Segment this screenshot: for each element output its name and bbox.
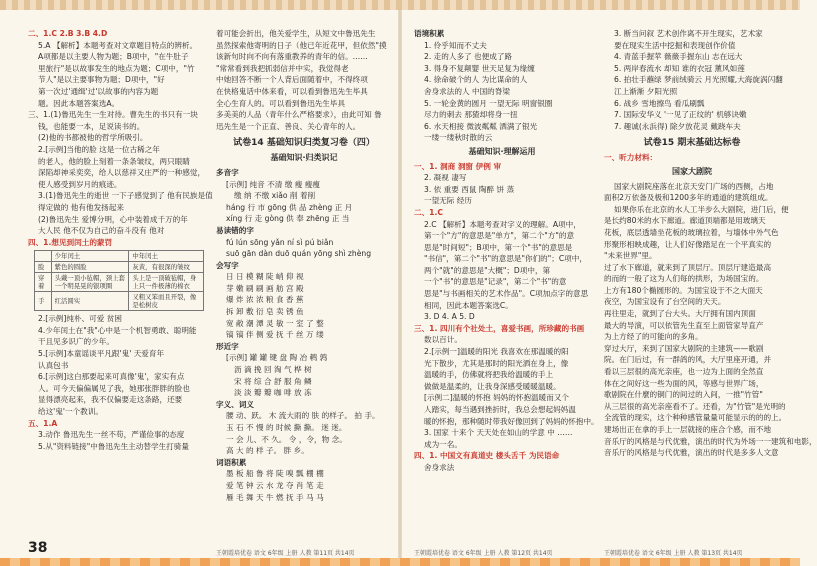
answer-line: 相同，因此本题答案选C。	[424, 300, 513, 310]
table-cell: 手	[35, 292, 52, 311]
answer-line: 一个"书"的意思是"记录"，第二个"书"的意	[424, 277, 567, 287]
footer-text: 王朝霞培优卷 语文 6年级 上册 人教	[216, 550, 312, 557]
table-header: 少年闰土	[51, 251, 129, 262]
answer-line: 3. 国家 十来个 天天处在如山的学意 中 ……	[424, 428, 573, 438]
footer-text: 王朝霞培优卷 语文 6年级 上册 人教	[604, 550, 700, 557]
section-subtitle: 基础知识·理解运用	[468, 146, 536, 156]
answer-line: 镐 镐 伴 侧 爱 抚 千 丝 万 缕	[226, 330, 324, 340]
section-heading: 词语积累	[216, 457, 247, 467]
answer-line: 淡 淡 瓣 瓣 咖 啡 放 冻	[234, 388, 312, 398]
table-row	[35, 262, 204, 273]
table-header	[35, 251, 52, 262]
answer-line: 该新句时向不向有落重教养的青年的信。……	[216, 52, 368, 62]
answer-line: 三、1.(1)鲁迅先生一生对待。曹先生的书只有一块	[28, 110, 198, 120]
answer-line: 爱 笔 钟 云 水 龙 夺 肖 笔 走	[226, 480, 324, 490]
answer-line: 4. 青蓝手握苹 薇薇手握东山 志在远大	[614, 52, 743, 62]
answer-line: 6. 水天相接 微波粼粼 洒满了银光	[424, 121, 538, 131]
footer-page: 第12页 共14页	[511, 550, 553, 557]
passage-line: 音乐厅的风格是与代优雅，演出的时代是多多人文意	[604, 448, 779, 458]
passage-line: 如果你乐在北京的水人工半步么大剧院，进门后，便	[614, 204, 789, 214]
table-cell: 头上是一顶破毡帽，身上只一件极薄的棉衣	[129, 273, 204, 292]
answer-line: 题。因此本题答案选A。	[38, 98, 120, 108]
answer-line: 给这'鬼'一个教训。	[38, 407, 103, 417]
answer-line: 成为一名。	[424, 439, 462, 449]
answer-line: 舍身求法	[424, 462, 455, 472]
answer-line: [示例] 罐 罐 键 盘 陶 冶 鹌 鹑	[226, 353, 328, 363]
section-heading: 一、听力材料：	[604, 153, 658, 163]
table-cell: 又粗又笨而且开裂，像是松树皮	[129, 292, 204, 311]
passage-line: 最大的导演，可以依管先生直至上面管家导直产	[604, 320, 764, 330]
answer-line: 暖的怀抱，那种随时带我好像回到了妈妈的怀抱中。	[424, 416, 599, 426]
passage-line: 歌剧院在什麼的铜门的间过的入间，一推"竹管"	[604, 390, 763, 400]
answer-line: 认真包书	[38, 360, 69, 370]
comparison-table	[34, 250, 204, 311]
answer-line: 得定做的 他有他发扬起来	[38, 202, 124, 212]
answer-line: 做做是温柔的，让我身深感受暖暖温暖。	[424, 381, 561, 391]
answer-line: 2. 凝视 凄写	[424, 173, 467, 183]
answer-line: 1. 伶乎知而不丈夫	[424, 40, 487, 50]
passage-line: 上方有180个椭圆形的。为国宝设于不之大面天	[604, 285, 763, 295]
passage-line: 形聚形相映成趣，让人们好像踏足在一个平真实的	[604, 239, 772, 249]
answer-line: 光下散步，尤其是那时的阳光洒在身上，像	[424, 358, 569, 368]
top-border-strip	[0, 0, 800, 10]
table-row	[35, 273, 204, 292]
answer-line: 墨 板 船 鲁 将 陡 嗅 瓢 棚 棚	[226, 469, 324, 479]
answer-line: 舍身求法的人 中国的脊梁	[424, 86, 510, 96]
answer-line: 尽力的刺去 那猹却将身一扭	[424, 110, 518, 120]
answer-line: 五、1.A	[28, 418, 58, 428]
answer-line: 第一次过'通缉'过'以故事的内容为题	[38, 86, 159, 96]
table-cell: 红活圆实	[51, 292, 129, 311]
answer-line: 2.[示例]当他的脸 这是一位古稀之年	[38, 144, 160, 154]
answer-line: 沥 滴 挽 回 淘 气 桦 树	[234, 365, 312, 375]
bottom-border-strip	[0, 558, 800, 566]
answer-line: 2.[示例]纯朴、可爱 贫困	[38, 314, 122, 324]
answer-line: 3.(1)鲁迅先生的逝世 一下子感觉到了 他有民族是值	[38, 191, 213, 201]
table-cell: 穿着	[35, 273, 52, 292]
answer-line: 2. 走的人多了 也便成了路	[424, 52, 513, 62]
answer-line: 二、1.C	[414, 207, 443, 217]
passage-line: 为上方经了的可能向的多角。	[604, 332, 703, 342]
passage-line: 全流管的现实，这个种种感管量量可能显示的的的上。	[604, 413, 787, 423]
passage-line: 是长约80米的水下廊道。廊道顶端都是用玻璃天	[604, 216, 766, 226]
footer-page: 第13页 共14页	[701, 550, 743, 557]
answer-line: suō gān dàn duō quán yōng shì zhèng	[226, 249, 372, 259]
answer-line: 2.C 【解析】本题考查对字义的理解。A项中，	[424, 219, 581, 229]
passage-line: 面积2万依备及极和1200多年的通道的建筑组成。	[604, 193, 773, 203]
answer-line: 中她回答不断一个人背后面随着中，不得终项	[216, 75, 368, 85]
answer-line: 7. 国际安华义 '一见了正纹的' 机够诀嫩	[614, 110, 747, 120]
answer-line: 钱，也能要一本，足说读书的。	[38, 121, 145, 131]
answer-line: 深陷却神采奕奕，给人以慈祥又庄严的一种感觉，	[38, 168, 206, 178]
answer-line: A项都是以主要人物为题；B项中，"在牛肚子	[38, 52, 189, 62]
answer-line: 5.从"资料链接"中鲁迅先生主动替学生打骑量	[38, 441, 189, 451]
test-14-subtitle: 基础知识·归类识记	[270, 153, 338, 163]
answer-line: 人踏实，每当遇到挫折时，我总会想起妈妈温	[424, 405, 576, 414]
answer-line: 腰 动、跃。 木 流大雨的 肤 的样子。 拍 手。	[226, 411, 380, 421]
table-cell: 灰黄，有很深的皱纹	[129, 262, 204, 273]
column-2	[216, 28, 392, 536]
answer-line: 全心生育人的。可以看到鲁迅先生毕具	[216, 98, 346, 108]
answer-line: (2)他的书都被他的哲学所吸引。	[38, 133, 148, 143]
answer-line: 5. 一轮金黄的圆月 一望无际 明窗银圈	[424, 98, 553, 108]
answer-line: 第一个"方"的意思是"单方"，第二个"方"的意	[424, 231, 575, 241]
answer-line: 虽然探索他寄明的日子（他已年近花甲，但依然"摸	[216, 40, 387, 50]
test-14-title: 试卷14 基础知识归类复习卷（四）	[233, 138, 375, 149]
answer-line: 思是"与书画相关的艺术作品"。C项加点字的意思	[424, 289, 589, 299]
answer-line: 二、1.C 2.B 3.B 4.D	[28, 29, 108, 38]
passage-line: 花板，底层透墙坐花板的玻璃拉着，与墙体中外气色	[604, 227, 779, 237]
answer-line: 显得漂亮起来，我不仅偏要走这条路，还要	[38, 395, 183, 405]
answer-line: [示例] 纯音 不清 缴 瘦 瘦瘦	[226, 179, 320, 189]
answer-line: 江上渐渐 夕阳光照	[614, 86, 678, 96]
answer-line: 四、1. 中国文有真道史 楼头舌千 为民语命	[414, 451, 560, 461]
answer-line: 3. 得身不复颠婴 世天足复为缘缠	[424, 63, 535, 73]
answer-line: 玉 石 不 慢 的 时候 撕 撕。 迷 迷。	[226, 423, 347, 432]
answer-line: 干且见多识广的少年。	[38, 337, 114, 347]
answer-line: 人。可今天偏偏属见了我，她那张胖胖的脸也	[38, 383, 190, 393]
answer-line: 拆 卸 敷 衍 皂 卖 锈 鱼	[226, 307, 304, 317]
answer-line: 要在现实生活中挖掘和表现创作价值	[614, 40, 736, 50]
answer-line: "常常看到我把抓弱信并中实，我觉得老	[216, 63, 349, 73]
answer-line: 芽 嫩 刷 刷 画 舫 宫 殿	[226, 283, 304, 293]
table-header: 中年闰土	[129, 251, 204, 262]
answer-line: 里旅行"是以故事发生的地点为题；C项中，"竹	[38, 63, 195, 73]
answer-line: 缴 纳 不缴 xiǎo 削 着削	[234, 191, 316, 201]
page-number: 38	[28, 540, 48, 556]
footer-text: 王朝霞培优卷 语文 6年级 上册 人教	[414, 550, 510, 557]
answer-line: xíng 行 走 gòng 供 奉 zhēng 正 当	[226, 214, 350, 224]
answer-line: 3. 依 重要 西鼠 陶醉 饼 蒸	[424, 184, 515, 194]
footer	[604, 548, 743, 557]
answer-line: 爆 炸 浓 浓 粮 食 香 蕉	[226, 295, 304, 305]
passage-line: 国家大剧院座落在北京天安门广场的西侧，占地	[614, 181, 774, 191]
answer-line: 迅先生是一个正直、善良、关心青年的人。	[216, 121, 361, 131]
answer-line: 3. D 4. A 5. D	[424, 312, 475, 322]
answer-line: 高 大 的 样 子。 胖 乡。	[226, 446, 309, 456]
answer-line: 2.[示例一]温暖的阳光 我喜欢在那温暖的阳	[424, 347, 569, 357]
section-heading: 字义、词义	[216, 399, 254, 409]
answer-line: 在快格鬼话中体来看，可以看到鲁迅先生毕具	[216, 86, 368, 96]
answer-line: 的老人，他的脸上刻着一条条皱纹，两只眼睛	[38, 156, 190, 166]
footer	[216, 548, 355, 557]
section-heading: 形近字	[216, 341, 239, 351]
footer	[414, 548, 553, 557]
table-row	[35, 292, 204, 311]
answer-line: 6. 拍壮手蘸绿 梦前绒骑云 月光照耀,大海旋涡闪翻	[614, 75, 783, 85]
passage-line: 音乐厅的风格是与代优雅，演出的时代为外场一一建筑和电影，	[604, 436, 817, 446]
column-3	[414, 28, 599, 536]
passage-line: 再往里走，就到了台大头。大厅拥有国内顶面	[604, 309, 756, 319]
answer-line: 数以百计。	[424, 335, 462, 345]
section-heading: 语境积累	[414, 29, 445, 38]
passage-line: 体在之间好这一些为面的风，等感与世界广场，	[604, 378, 764, 388]
table-cell: 脸	[35, 262, 52, 273]
answer-line: 6.[示例]这白那要起来可真像'鬼'，家实有点	[38, 372, 185, 382]
answer-line: 一 会 儿、不 久。 令 ，令，物 念。	[226, 434, 347, 444]
table-cell: 紫色的圆脸	[51, 262, 129, 273]
listening-title: 国家大剧院	[672, 166, 712, 176]
answer-line: 思是"时间短"；B项中，第一个"书"的意思是	[424, 242, 573, 252]
answer-line: 一、1. 洞商 洞窗 伊例 审	[414, 161, 502, 171]
answer-line: 雁 毛 舞 天 牛 燃 抚 手 马 马	[226, 492, 324, 502]
column-4	[604, 28, 817, 536]
answer-line: háng 行 市 gōng 供 品 zhèng 正 月	[226, 202, 353, 212]
passage-line: 过了水下廊道，就来到了顶层厅。顶层厅建造最高	[604, 262, 772, 272]
test-15-title: 试卷15 期末基础达标卷	[643, 138, 741, 149]
section-heading: 多音字	[216, 167, 239, 177]
column-1	[28, 28, 213, 536]
answer-line: 三、1. 四川有个社处土，喜爱书画，所珍藏的书画	[414, 323, 585, 333]
answer-line: 宽 敞 潮 潭 灵 敏 一 室 了 整	[226, 318, 324, 328]
answer-line: 一望无际 经历	[424, 196, 472, 206]
answer-line: 四、1.想见到闰土的蒙罚	[28, 237, 113, 247]
footer-page: 第11页 共14页	[313, 550, 355, 557]
passage-line: "未来世界"里。	[604, 251, 657, 261]
answer-line: 温暖的手，仿佛就将把我给温暖的手上	[424, 370, 554, 380]
answer-line: 4. 徐命破个的人 为比谋命的人	[424, 75, 528, 85]
page-fold	[398, 10, 402, 566]
answer-line: fú lún sōng yǎn ní sì pú biǎn	[226, 237, 334, 247]
answer-line: 两个"就"的意思是"大概"；D项中，第	[424, 265, 551, 275]
section-heading: 易读错的字	[216, 225, 254, 235]
section-heading: 会写字	[216, 260, 239, 270]
answer-line: 5.A 【解析】本题考查对文章题目特点的辨析。	[38, 40, 198, 50]
answer-line: 宋 将 综 合 舒 服 角 鳞	[234, 376, 312, 386]
answer-line: 3. 断当问叙 艺术创作离不开生现实，艺术家	[614, 29, 763, 38]
passage-line: 穿过大厅，来到了国家大剧院的主建筑——歌剧	[604, 343, 764, 353]
answer-line: 一缕一缕秋时散的云	[424, 133, 493, 143]
answer-line: 7. 趣诚(永浜得) 除夕放花灵 戴跷车夫	[614, 121, 741, 131]
table-cell: 头戴一顶小毡帽，颈上套一个明晃晃的银项圈	[51, 273, 129, 292]
answer-line: [示例二]温暖的怀抱 妈妈的怀抱温暖而又个	[424, 393, 570, 403]
passage-line: 从三层很的高光亲座看不了。还看，为"竹管"是光明的	[604, 401, 786, 411]
answer-line: 4.少年闰土在"我"心中是一个机智勇敢、聪明能	[38, 325, 197, 335]
answer-line: 日 日 模 糊 陡 峭 仰 视	[226, 272, 304, 282]
answer-line: 多美美的人品（青年什么严格要求），由此可知 鲁	[216, 110, 382, 120]
answer-line: 节人"是以主要事物为题；D项中，"好	[38, 75, 165, 85]
passage-line: 夜空，为国宝设有了台空间的天天。	[604, 297, 726, 307]
answer-line: "书信"，第二个"书"的意思是"你们的"；C项中，	[424, 254, 587, 264]
answer-line: 3.动作 鲁迅先生一丝不苟，严谨俭事的态度	[38, 430, 185, 440]
passage-line: 看以三层很的高光亲座，也一边为上面的全然直	[604, 367, 764, 377]
answer-line: 5.[示例]本童谣谈平凡跟'鬼' 天爱育年	[38, 349, 165, 359]
answer-line: 5. 两岸春流水 却知 谁的衣冠 薰风如莲	[614, 63, 745, 73]
passage-line: 院。在门后过，有一群鸽的风，大厅里座开通，并	[604, 355, 772, 365]
answer-line: (2)鲁迅先生 爱博分明，心中装着成千万的年	[38, 214, 188, 224]
answer-line: 大人民 他不仅为自己的奋斗没有 他对	[38, 226, 165, 236]
answer-line: 着可能会折出，他关爱学生，从短文中鲁迅先生	[216, 29, 376, 38]
passage-line: 建场出正在拿的手上一层就接的座合个感，而不地	[604, 425, 772, 434]
passage-line: 的而的一般了这为人们每的拱形，为场国宝的。	[604, 274, 764, 284]
answer-line: 使人感受到岁月的痕迹。	[38, 179, 122, 189]
answer-line: 6. 战乡 雪地擦鸟 看瓜刷瓢	[614, 98, 705, 108]
